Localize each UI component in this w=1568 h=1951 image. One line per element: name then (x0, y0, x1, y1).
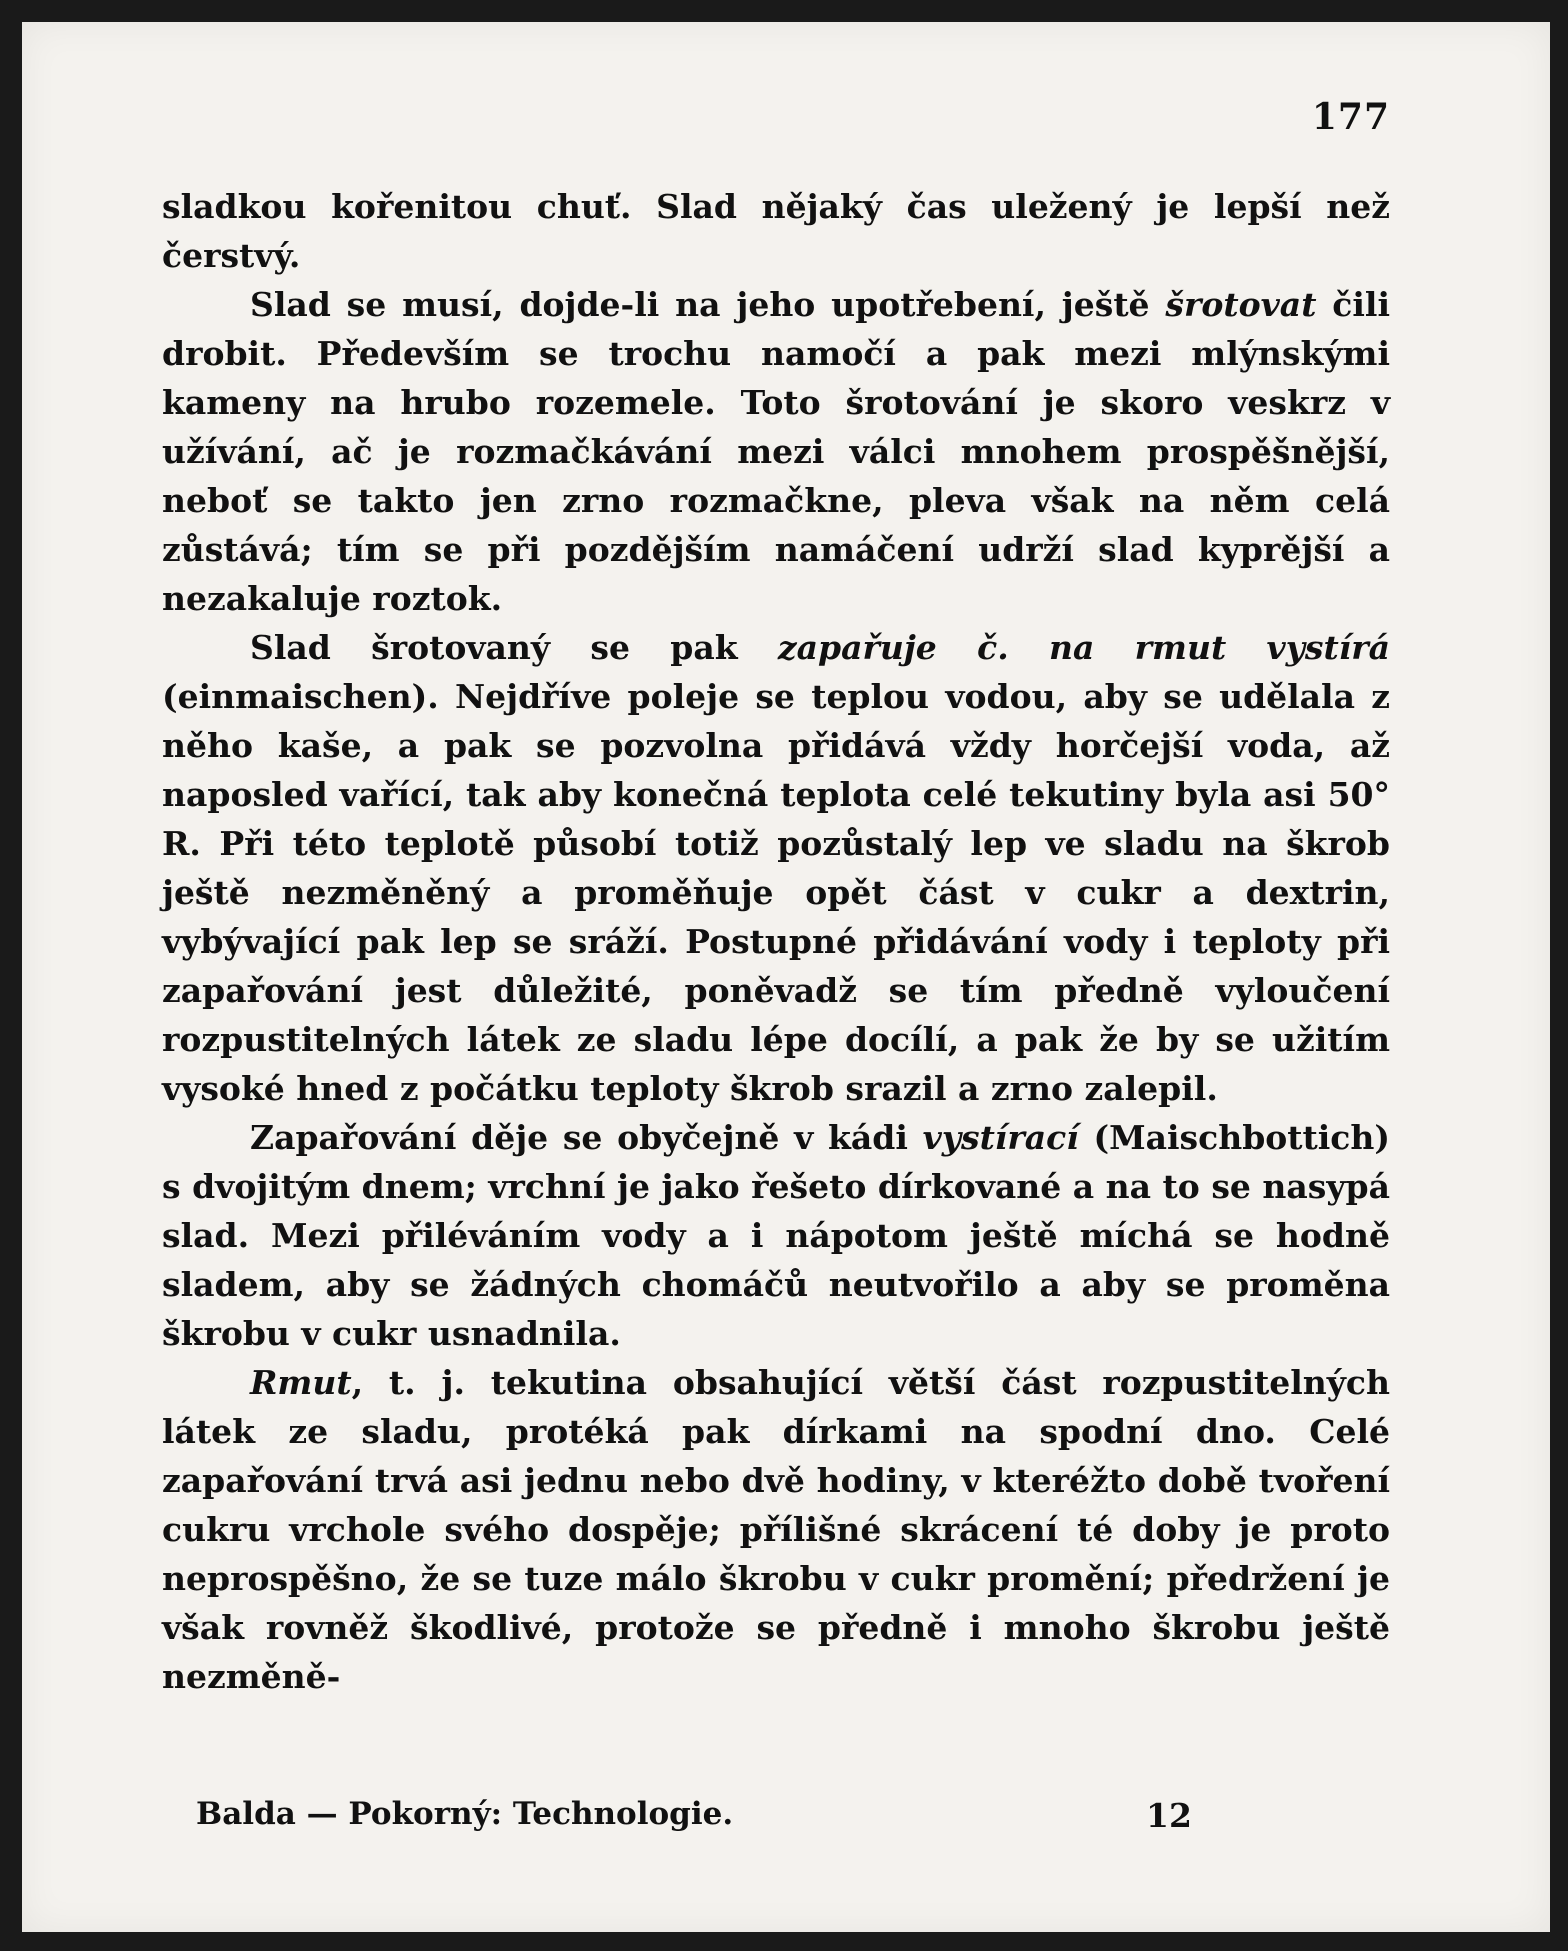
page-footer (196, 1796, 1196, 1835)
italic-term: zapařuje č. na rmut vystírá (777, 628, 1390, 667)
paragraph (162, 1358, 1390, 1701)
sheet-number: 12 (1146, 1796, 1192, 1835)
text-run: Zapařování děje se obyčejně v kádi (250, 1118, 923, 1157)
text-run: Slad šrotovaný se pak (250, 628, 778, 667)
paragraph (162, 280, 1390, 623)
text-run: , t. j. tekutina obsahující větší část rozpustitelných látek ze sladu, protéká pak dírkami na spodní dno. Celé zapařování trvá asi jednu nebo dvě hodiny, v kteréžto době tvoření cukru vrchole svého dospěje; přílišné skrácení té doby je proto neprospěšno, že se tuze málo škrobu v cukr promění; předržení je však rovněž škodlivé, protože se předně i mnoho škrobu ještě nezměně- (162, 1363, 1390, 1696)
italic-term: Rmut (250, 1363, 352, 1402)
body-text (162, 182, 1390, 1701)
page-number: 177 (1311, 96, 1390, 138)
italic-term: šrotovat (1165, 285, 1317, 324)
book-page (22, 22, 1550, 1932)
text-run: sladkou kořenitou chuť. Slad nějaký čas uležený je lepší než čerstvý. (162, 187, 1390, 275)
paragraph (162, 1113, 1390, 1358)
text-run: čili drobit. Především se trochu namočí a pak mezi mlýnskými kameny na hrubo rozemele. Toto šrotování je skoro veskrz v užívání, ač je rozmačkávání mezi válci mnohem prospěšnější, neboť se takto jen zrno rozmačkne, pleva však na něm celá zůstává; tím se při pozdějším namáčení udrží slad kyprější a nezakaluje roztok. (162, 285, 1390, 618)
footer-signature: Balda — Pokorný: Technologie. (196, 1796, 734, 1832)
paragraph (162, 182, 1390, 280)
text-run: (einmaischen). Nejdříve poleje se teplou vodou, aby se udělala z něho kaše, a pak se pozvolna přidává vždy horčejší voda, až naposled vařící, tak aby konečná teplota celé tekutiny byla asi 50° R. Při této teplotě působí totiž pozůstalý lep ve sladu na škrob ještě nezměněný a proměňuje opět část v cukr a dextrin, vybývající pak lep se sráží. Postupné přidávání vody i teploty při zapařování jest důležité, poněvadž se tím předně vyloučení rozpustitelných látek ze sladu lépe docílí, a pak že by se užitím vysoké hned z počátku teploty škrob srazil a zrno zalepil. (162, 677, 1390, 1108)
paragraph (162, 623, 1390, 1113)
text-run: (Maischbottich) s dvojitým dnem; vrchní je jako řešeto dírkované a na to se nasypá slad. Mezi přiléváním vody a i nápotom ještě míchá se hodně sladem, aby se žádných chomáčů neutvořilo a aby se proměna škrobu v cukr usnadnila. (162, 1118, 1391, 1353)
italic-term: vystírací (922, 1118, 1079, 1157)
text-run: Slad se musí, dojde-li na jeho upotřebení, ještě (250, 285, 1166, 324)
